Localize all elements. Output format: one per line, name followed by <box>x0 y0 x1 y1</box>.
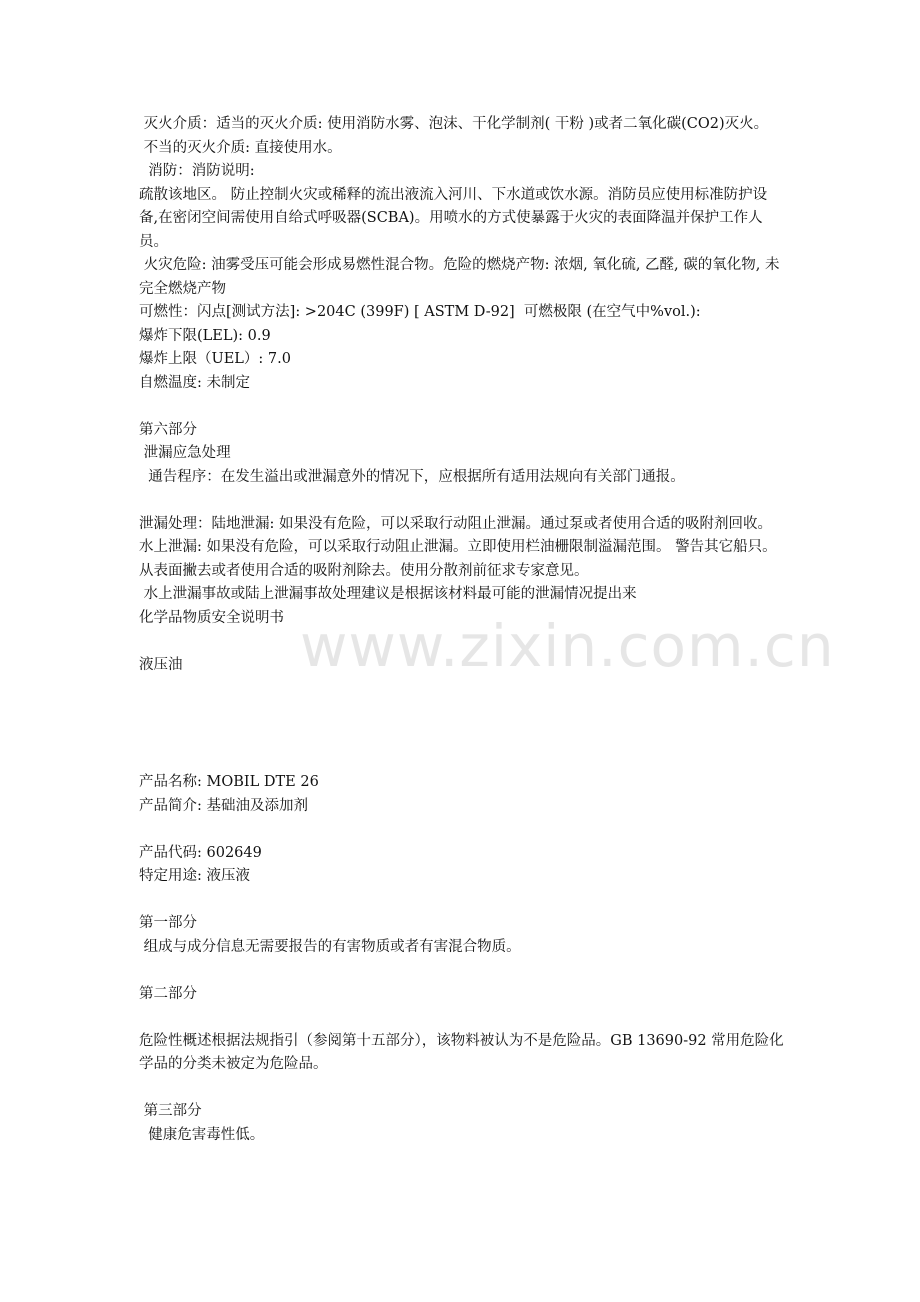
spacer <box>139 1077 784 1101</box>
paragraph-autoignition: 自燃温度: 未制定 <box>139 374 250 391</box>
product-code: 产品代码: 602649 <box>139 844 262 861</box>
paragraph-flammability: 可燃性：闪点[测试方法]: >204C (399F) [ ASTM D-92] 可燃极限 (在空气中%vol.): <box>139 304 701 320</box>
spacer <box>139 889 784 913</box>
paragraph-spill-handling: 泄漏处理：陆地泄漏: 如果没有危险，可以采取行动阻止泄漏。通过泵或者使用合适的吸附剂回收。水上泄漏: 如果没有危险，可以采取行动阻止泄漏。立即使用栏油栅限制溢漏范围。 警告其它船只。从表面撇去或者使用合适的吸附剂除去。使用分散剂前征求专家意见。 <box>139 515 777 579</box>
product-type: 液压油 <box>139 656 183 673</box>
section-heading-2: 第二部分 <box>139 985 197 1002</box>
paragraph-firefighting-instructions: 疏散该地区。 防止控制火灾或稀释的流出液流入河川、下水道或饮水源。消防员应使用标准防护设备,在密闭空间需使用自给式呼吸器(SCBA)。用喷水的方式使暴露于火灾的表面降温并保护工作人员。 <box>139 186 768 250</box>
spacer <box>139 489 784 513</box>
product-name: 产品名称: MOBIL DTE 26 <box>139 774 319 790</box>
spacer <box>139 630 784 654</box>
document-body <box>139 113 784 1147</box>
paragraph-unsuitable-media: 不当的灭火介质: 直接使用水。 <box>139 139 342 156</box>
paragraph-notification: 通告程序：在发生溢出或泄漏意外的情况下，应根据所有适用法规向有关部门通报。 <box>139 468 685 485</box>
section-heading-1: 第一部分 <box>139 915 197 931</box>
paragraph-uel: 爆炸上限（UEL）: 7.0 <box>139 351 291 367</box>
paragraph-firefighting-heading: 消防：消防说明: <box>139 163 255 179</box>
watermark: www.zixin.com.cn <box>300 612 835 680</box>
paragraph-spill-advice: 水上泄漏事故或陆上泄漏事故处理建议是根据该材料最可能的泄漏情况提出来 <box>139 586 637 602</box>
paragraph-hazard-overview: 危险性概述根据法规指引（参阅第十五部分），该物料被认为不是危险品。GB 13690-92 常用危险化学品的分类未被定为危险品。 <box>139 1032 784 1072</box>
spacer <box>139 818 784 842</box>
product-description: 产品简介: 基础油及添加剂 <box>139 797 308 814</box>
spacer <box>139 959 784 983</box>
paragraph-spill-response: 泄漏应急处理 <box>139 445 231 461</box>
paragraph-composition: 组成与成分信息无需要报告的有害物质或者有害混合物质。 <box>139 938 521 955</box>
paragraph-extinguishing-media: 灭火介质：适当的灭火介质: 使用消防水雾、泡沫、干化学制剂( 干粉 )或者二氧化碳(CO2)灭火。 <box>139 116 769 132</box>
spacer <box>139 677 784 771</box>
spacer <box>139 1006 784 1030</box>
paragraph-fire-hazard: 火灾危险: 油雾受压可能会形成易燃性混合物。危险的燃烧产物: 浓烟, 氧化硫, 乙醛, 碳的氧化物, 未完全燃烧产物 <box>139 257 780 297</box>
section-heading-3: 第三部分 <box>139 1103 202 1119</box>
spacer <box>139 395 784 419</box>
section-heading-6: 第六部分 <box>139 421 197 438</box>
paragraph-health-hazard: 健康危害毒性低。 <box>139 1126 265 1143</box>
document-title: 化学品物质安全说明书 <box>139 609 284 626</box>
intended-use: 特定用途: 液压液 <box>139 868 250 884</box>
paragraph-lel: 爆炸下限(LEL): 0.9 <box>139 327 271 344</box>
